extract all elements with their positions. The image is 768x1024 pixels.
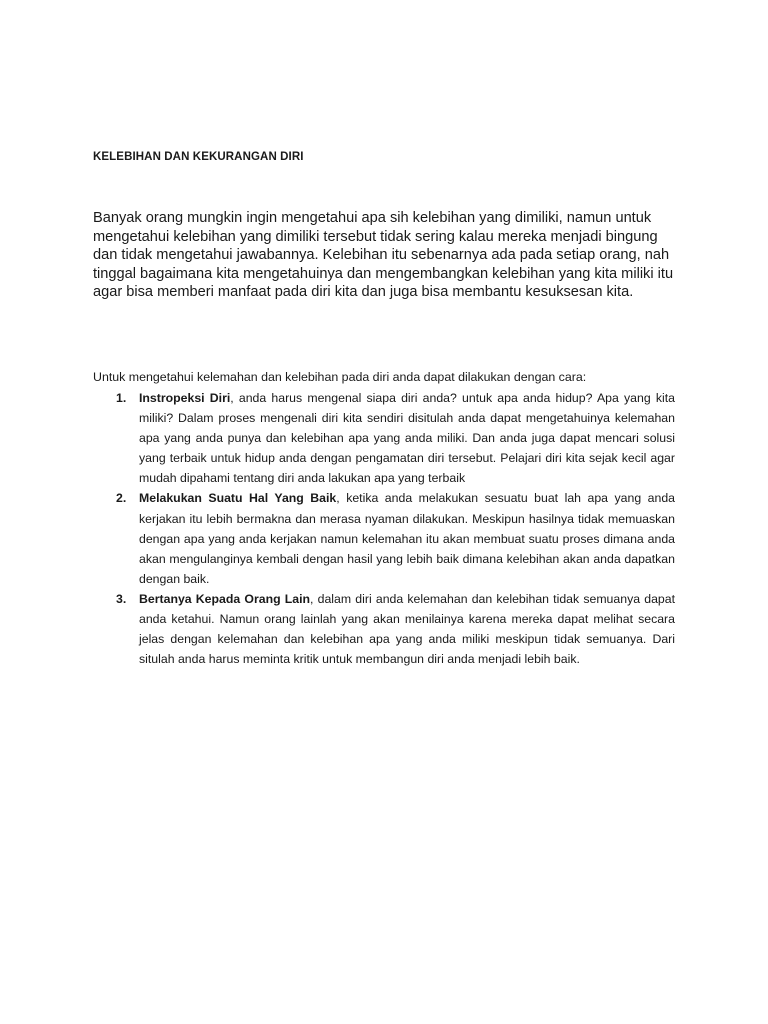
lead-paragraph: Untuk mengetahui kelemahan dan kelebihan pada diri anda dapat dilakukan dengan cara: xyxy=(93,370,587,384)
step-term: Melakukan Suatu Hal Yang Baik xyxy=(139,491,337,506)
document-title: KELEBIHAN DAN KEKURANGAN DIRI xyxy=(93,151,304,163)
step-number: 2. xyxy=(116,491,127,506)
step-text: , ketika anda melakukan sesuatu buat lah apa yang anda kerjakan itu lebih bermakna dan merasa nyaman dilakukan. Meskipun hasilnya tidak memuaskan dengan apa yang anda kerjakan namun kelemahan itu akan membuat suatu proses dimana anda akan mengulanginya kembali dengan hasil yang lebih baik dimana kelebihan akan anda dapatkan dengan baik. xyxy=(139,491,676,586)
list-item xyxy=(112,488,675,588)
step-text: , dalam diri anda kelemahan dan kelebihan tidak semuanya dapat anda ketahui. Namun orang lainlah yang akan menilainya karena mereka dapat melihat secara jelas dengan kelemahan dan kelebihan apa yang anda miliki meskipun tidak semuanya. Dari situlah anda harus meminta kritik untuk membangun diri anda menjadi lebih baik. xyxy=(139,591,675,667)
step-term: Bertanya Kepada Orang Lain xyxy=(139,591,311,606)
step-number: 3. xyxy=(116,591,127,606)
list-item xyxy=(112,589,675,669)
step-text: , anda harus mengenal siapa diri anda? untuk apa anda hidup? Apa yang kita miliki? Dalam proses mengenali diri kita sendiri disitulah anda dapat mengetahuinya kelemahan apa yang anda punya dan kelebihan apa yang anda miliki. Dan anda juga dapat mencari solusi yang terbaik untuk hidup anda dengan pengamatan diri tersebut. Pelajari diri kita sejak kecil agar mudah dipahami tentang diri anda lakukan apa yang terbaik xyxy=(139,391,675,486)
steps-list xyxy=(112,388,675,669)
list-item xyxy=(112,388,675,488)
step-number: 1. xyxy=(116,391,127,405)
step-term: Instropeksi Diri xyxy=(139,391,231,405)
intro-paragraph: Banyak orang mungkin ingin mengetahui apa sih kelebihan yang dimiliki, namun untuk mengetahui kelebihan yang dimiliki tersebut tidak sering kalau mereka menjadi bingung dan tidak mengetahui jawabannya. Kelebihan itu sebenarnya ada pada setiap orang, nah tinggal bagaimana kita mengetahuinya dan mengembangkan kelebihan yang kita miliki itu agar bisa memberi manfaat pada diri kita dan juga bisa membantu kesuksesan kita. xyxy=(93,210,674,301)
